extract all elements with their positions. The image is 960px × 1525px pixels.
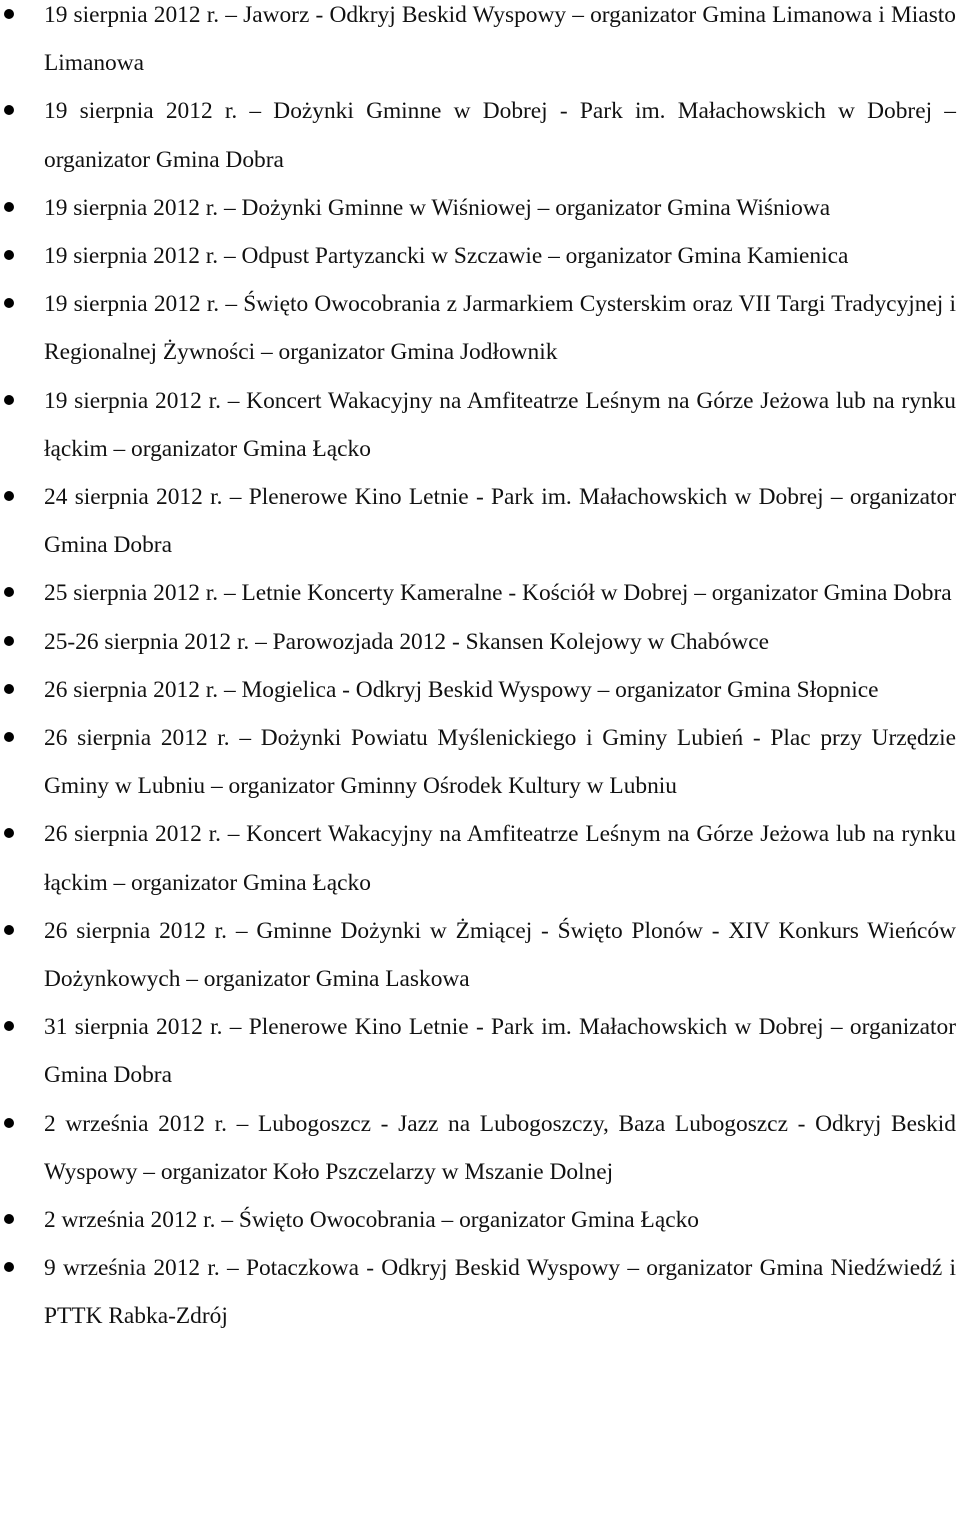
bullet-icon <box>4 250 14 260</box>
event-text: 31 sierpnia 2012 r. – Plenerowe Kino Letnie - Park im. Małachowskich w Dobrej – organizator Gmina Dobra <box>44 1014 956 1089</box>
event-text: 19 sierpnia 2012 r. – Święto Owocobrania z Jarmarkiem Cysterskim oraz VII Targi Tradycyjnej i Regionalnej Żywności – organizator Gmina Jodłownik <box>44 291 956 366</box>
list-item <box>0 0 960 87</box>
event-text: 25 sierpnia 2012 r. – Letnie Koncerty Kameralne - Kościół w Dobrej – organizator Gmina Dobra <box>44 580 952 607</box>
list-item <box>0 666 960 714</box>
bullet-icon <box>4 491 14 501</box>
event-text: 26 sierpnia 2012 r. – Mogielica - Odkryj Beskid Wyspowy – organizator Gmina Słopnice <box>44 676 879 703</box>
event-text: 9 września 2012 r. – Potaczkowa - Odkryj Beskid Wyspowy – organizator Gmina Niedźwiedź i PTTK Rabka-Zdrój <box>44 1255 956 1330</box>
bullet-icon <box>4 1118 14 1128</box>
event-text: 26 sierpnia 2012 r. – Gminne Dożynki w Żmiącej - Święto Plonów - XIV Konkurs Wieńców Dożynkowych – organizator Gmina Laskowa <box>44 917 956 993</box>
list-item <box>0 184 960 232</box>
bullet-icon <box>4 636 14 646</box>
list-item <box>0 810 960 906</box>
list-item <box>0 1196 960 1244</box>
list-item <box>0 1100 960 1196</box>
list-item <box>0 618 960 666</box>
list-item <box>0 1244 960 1340</box>
list-item <box>0 907 960 1003</box>
bullet-icon <box>4 732 14 742</box>
bullet-icon <box>4 1262 14 1272</box>
bullet-icon <box>4 9 14 19</box>
bullet-icon <box>4 298 14 308</box>
event-text: 19 sierpnia 2012 r. – Odpust Partyzancki w Szczawie – organizator Gmina Kamienica <box>44 243 849 270</box>
bullet-icon <box>4 1214 14 1224</box>
event-text: 19 sierpnia 2012 r. – Jaworz - Odkryj Beskid Wyspowy – organizator Gmina Limanowa i Miasto Limanowa <box>44 2 956 77</box>
event-text: 26 sierpnia 2012 r. – Koncert Wakacyjny na Amfiteatrze Leśnym na Górze Jeżowa lub na rynku łąckim – organizator Gmina Łącko <box>44 821 956 896</box>
event-text: 19 sierpnia 2012 r. – Koncert Wakacyjny na Amfiteatrze Leśnym na Górze Jeżowa lub na rynku łąckim – organizator Gmina Łącko <box>44 387 956 462</box>
event-text: 24 sierpnia 2012 r. – Plenerowe Kino Letnie - Park im. Małachowskich w Dobrej – organizator Gmina Dobra <box>44 484 956 559</box>
event-text: 25-26 sierpnia 2012 r. – Parowozjada 2012 - Skansen Kolejowy w Chabówce <box>44 628 769 655</box>
list-item <box>0 232 960 280</box>
list-item <box>0 1003 960 1099</box>
bullet-icon <box>4 684 14 694</box>
list-item <box>0 377 960 473</box>
bullet-icon <box>4 925 14 935</box>
list-item <box>0 714 960 810</box>
list-item <box>0 473 960 569</box>
event-text: 2 września 2012 r. – Święto Owocobrania – organizator Gmina Łącko <box>44 1207 699 1234</box>
bullet-icon <box>4 828 14 838</box>
bullet-icon <box>4 202 14 212</box>
event-text: 19 sierpnia 2012 r. – Dożynki Gminne w Dobrej - Park im. Małachowskich w Dobrej – organizator Gmina Dobra <box>44 98 956 173</box>
bullet-icon <box>4 1021 14 1031</box>
list-item <box>0 569 960 617</box>
bullet-icon <box>4 587 14 597</box>
list-item <box>0 87 960 183</box>
event-text: 2 września 2012 r. – Lubogoszcz - Jazz na Lubogoszczy, Baza Lubogoszcz - Odkryj Beskid Wyspowy – organizator Koło Pszczelarzy w Mszanie Dolnej <box>44 1110 956 1185</box>
event-text: 19 sierpnia 2012 r. – Dożynki Gminne w Wiśniowej – organizator Gmina Wiśniowa <box>44 194 831 221</box>
bullet-icon <box>4 105 14 115</box>
event-text: 26 sierpnia 2012 r. – Dożynki Powiatu Myślenickiego i Gminy Lubień - Plac przy Urzędzie Gminy w Lubniu – organizator Gminny Ośrodek Kultury w Lubniu <box>44 725 956 800</box>
list-item <box>0 280 960 376</box>
bullet-icon <box>4 395 14 405</box>
